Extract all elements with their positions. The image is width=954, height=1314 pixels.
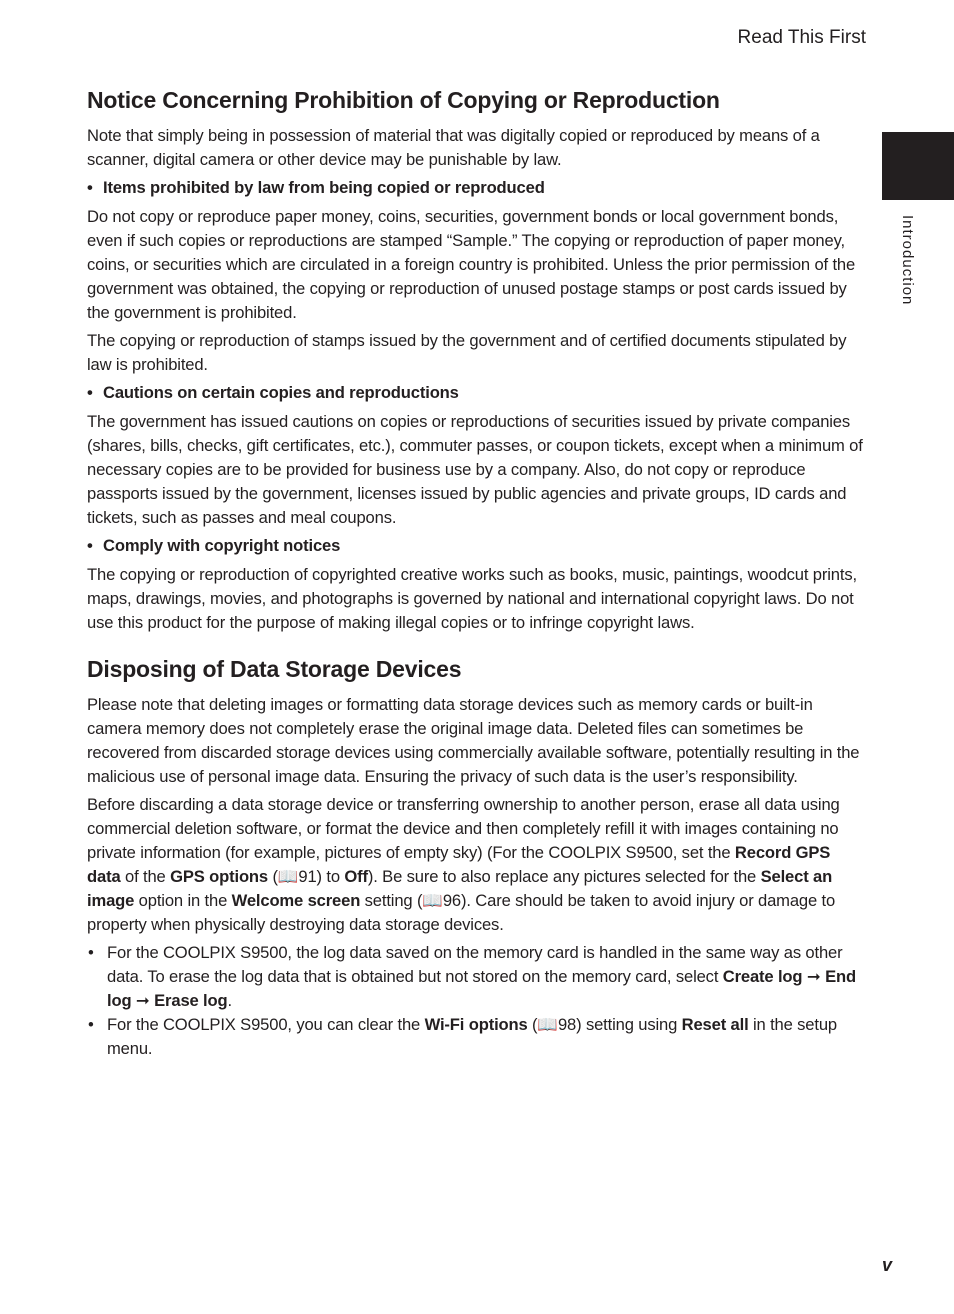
bullet-icon: • [87, 178, 93, 197]
bullet-icon: • [88, 943, 94, 962]
side-section-label [888, 215, 928, 335]
book-reference-icon: 📖 [537, 1015, 558, 1034]
off-term: Off [344, 867, 368, 886]
side-section-label-text: Introduction [899, 215, 916, 306]
page-reference: 98 [557, 1015, 577, 1034]
page-number: v [882, 1255, 893, 1275]
items-prohibited-paragraph-1: Do not copy or reproduce paper money, coins, securities, government bonds or local government bonds, even if such copies or reproductions are stamped “Sample.” The copying or reproduction of paper money, coins, or securities which are circulated in a foreign country is prohibited. Unless the prior permission of the government was obtained, the copying or reproduction of unused postage stamps or post cards issued by the government is prohibited. [87, 207, 856, 322]
welcome-screen-term: Welcome screen [231, 891, 361, 910]
copyright-paragraph: The copying or reproduction of copyrighted creative works such as books, music, paintings, woodcut prints, maps, drawings, movies, and photographs is governed by national and international copyright laws. Do not use this product for the purpose of making illegal copies or to infringe copyright laws. [87, 565, 857, 632]
end-log-term: End log [107, 967, 856, 1010]
cautions-heading: • Cautions on certain copies and reproductions [87, 381, 867, 405]
page-reference: 91 [298, 867, 317, 886]
section-tab-marker [882, 132, 954, 200]
notice-title: Notice Concerning Prohibition of Copying or Reproduction [87, 87, 720, 113]
cautions-paragraph: The government has issued cautions on copies or reproductions of securities issued by private companies (shares, bills, checks, gift certificates, etc.), commuter passes, or coupon tickets, except when a minimum of necessary copies are to be provided for business use by a company. Also, do not copy or reproduce passports issued by the government, licenses issued by public agencies and private groups, ID cards and tickets, such as passes and meal coupons. [87, 412, 863, 527]
reset-all-term: Reset all [681, 1015, 749, 1034]
copyright-heading: • Comply with copyright notices [87, 534, 867, 558]
wifi-options-term: Wi-Fi options [424, 1015, 528, 1034]
disposing-title: Disposing of Data Storage Devices [87, 656, 462, 682]
book-reference-icon: 📖 [422, 891, 443, 910]
items-prohibited-paragraph-2: The copying or reproduction of stamps issued by the government and of certified documents stipulated by law is prohibited. [87, 331, 847, 374]
disposing-paragraph-2: Before discarding a data storage device or transferring ownership to another person, erase all data using commercial deletion software, or format the device and then completely refill it with images containing no private information (for example, pictures of empty sky) (For the COOLPIX S9500, set the Record GPS data of the GPS options (📖91) to Off). Be sure to also replace any pictures selected for the Select an image option in the Welcome screen setting (📖96). Care should be taken to avoid injury or damage to property when physically destroying data storage devices. [87, 795, 840, 934]
record-gps-data-term: Record GPS data [87, 843, 831, 886]
bullet-icon: • [87, 383, 93, 402]
arrow-right-icon: ➞ [806, 967, 821, 986]
book-reference-icon: 📖 [277, 867, 299, 886]
bullet-icon: • [87, 536, 93, 555]
disposing-paragraph-1: Please note that deleting images or formatting data storage devices such as memory cards or built-in camera memory does not completely erase the original image data. Deleted files can sometimes be recovered from discarded storage devices using commercially available software, potentially resulting in the malicious use of personal image data. Ensuring the privacy of such data is the user’s responsibility. [87, 695, 860, 786]
create-log-term: Create log [722, 967, 803, 986]
page-content [87, 84, 867, 1061]
page-reference: 96 [442, 891, 462, 910]
notice-intro: Note that simply being in possession of material that was digitally copied or reproduced by means of a scanner, digital camera or other device may be punishable by law. [87, 126, 820, 169]
list-item: • For the COOLPIX S9500, the log data saved on the memory card is handled in the same way as other data. To erase the log data that is obtained but not stored on the memory card, select Create log ➞ End log ➞ Erase log. [88, 943, 856, 1010]
select-an-image-term: Select an image [87, 867, 833, 910]
items-prohibited-heading: • Items prohibited by law from being copied or reproduced [87, 176, 867, 200]
arrow-right-icon: ➞ [135, 991, 150, 1010]
erase-log-term: Erase log [154, 991, 228, 1010]
running-header: Read This First [737, 27, 866, 48]
gps-options-term: GPS options [170, 867, 268, 886]
bullet-icon: • [88, 1015, 94, 1034]
disposing-bullet-list [87, 941, 867, 1061]
list-item: • For the COOLPIX S9500, you can clear the Wi-Fi options (📖98) setting using Reset all in the setup menu. [88, 1015, 838, 1058]
